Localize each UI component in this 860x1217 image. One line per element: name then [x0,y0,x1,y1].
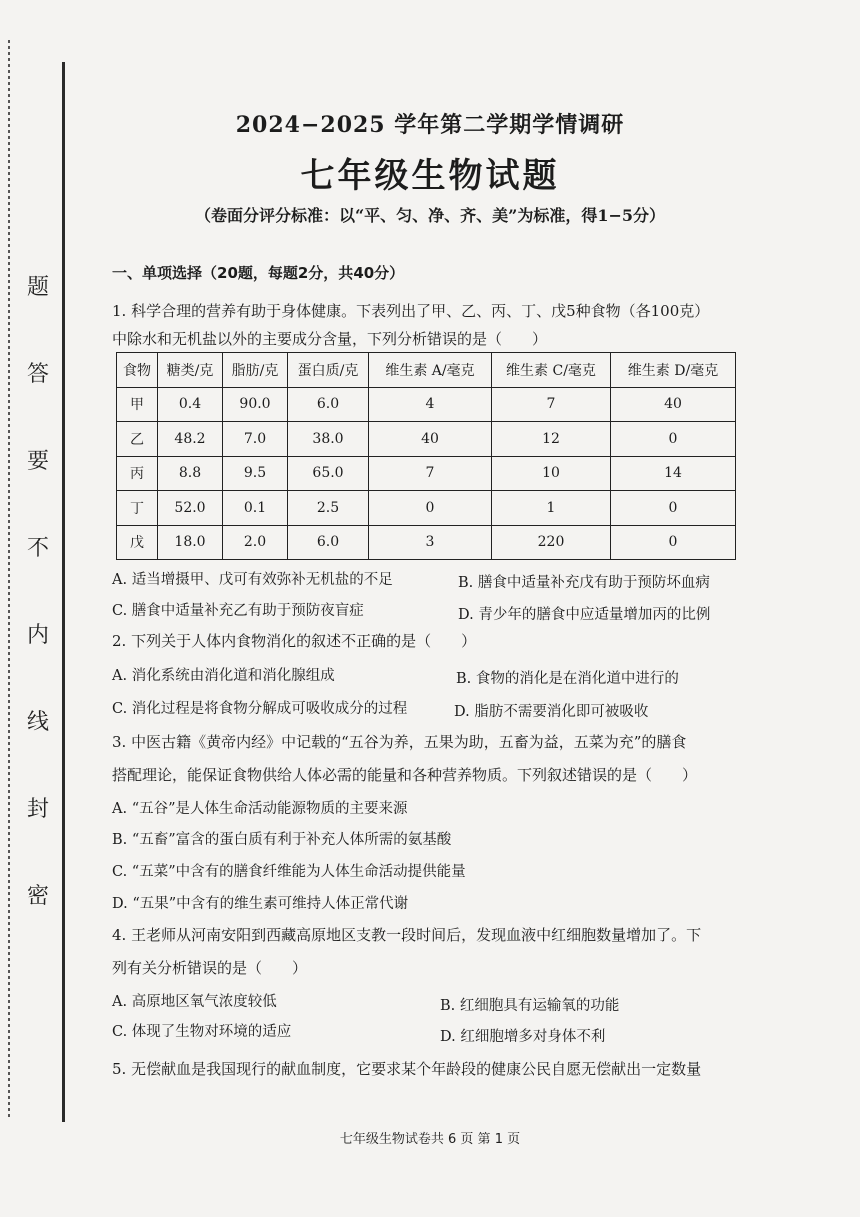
table-cell: 甲 [117,387,158,422]
q4-option-c: C. 体现了生物对环境的适应 [112,1024,292,1040]
table-row [117,456,736,491]
seal-char: 密 [26,884,49,909]
table-cell: 2.0 [223,525,288,560]
table-row [117,387,736,422]
table-header-cell: 糖类/克 [158,353,223,388]
table-header-cell: 蛋白质/克 [288,353,369,388]
q2-option-b: B. 食物的消化是在消化道中进行的 [456,671,679,687]
table-cell: 12 [492,422,611,457]
q1-stem-line2: 中除水和无机盐以外的主要成分含量，下列分析错误的是（ ） [112,330,548,348]
q3-option-c: C. “五菜”中含有的膳食纤维能为人体生命活动提供能量 [112,864,466,880]
table-row [117,491,736,526]
table-header-cell: 维生素 C/毫克 [492,353,611,388]
nutrition-table [116,352,736,560]
q4-stem-line2: 列有关分析错误的是（ ） [112,959,308,977]
table-cell: 38.0 [288,422,369,457]
table-cell: 1 [492,491,611,526]
table-header-cell: 食物 [117,353,158,388]
table-cell: 18.0 [158,525,223,560]
q2-option-a: A. 消化系统由消化道和消化腺组成 [112,668,335,684]
seal-char: 不 [26,536,49,561]
table-cell: 7 [492,387,611,422]
q2-option-d: D. 脂肪不需要消化即可被吸收 [454,704,649,720]
table-cell: 65.0 [288,456,369,491]
table-cell: 2.5 [288,491,369,526]
q2-option-c: C. 消化过程是将食物分解成可吸收成分的过程 [112,701,408,717]
seal-char: 线 [26,710,49,735]
exam-title: 七年级生物试题 [300,156,560,196]
table-cell: 0 [611,422,736,457]
q3-option-b: B. “五畜”富含的蛋白质有利于补充人体所需的氨基酸 [112,832,452,848]
q1-option-b: B. 膳食中适量补充戊有助于预防坏血病 [458,575,710,591]
seal-char: 封 [26,797,49,822]
seal-char: 答 [26,362,49,387]
table-cell: 0.4 [158,387,223,422]
table-cell: 6.0 [288,387,369,422]
q3-option-d: D. “五果”中含有的维生素可维持人体正常代谢 [112,896,409,912]
q4-option-b: B. 红细胞具有运输氧的功能 [440,998,620,1014]
q1-stem-line1: 1. 科学合理的营养有助于身体健康。下表列出了甲、乙、丙、丁、戊5种食物（各100克） [112,302,710,320]
q4-option-a: A. 高原地区氧气浓度较低 [112,994,277,1010]
table-cell: 9.5 [223,456,288,491]
seal-char: 要 [26,449,49,474]
q5-stem-line1: 5. 无偿献血是我国现行的献血制度，它要求某个年龄段的健康公民自愿无偿献出一定数量 [112,1060,702,1078]
table-cell: 10 [492,456,611,491]
table-cell: 乙 [117,422,158,457]
table-cell: 40 [369,422,492,457]
q2-stem: 2. 下列关于人体内食物消化的叙述不正确的是（ ） [112,632,477,650]
table-row [117,422,736,457]
table-cell: 14 [611,456,736,491]
seal-dotted-line [8,40,10,1120]
table-cell: 220 [492,525,611,560]
q4-option-d: D. 红细胞增多对身体不利 [440,1029,606,1045]
table-cell: 戊 [117,525,158,560]
seal-column [20,270,56,910]
exam-session-title: 2024−2025 学年第二学期学情调研 [235,112,625,138]
table-cell: 7.0 [223,422,288,457]
table-cell: 7 [369,456,492,491]
q3-stem-line1: 3. 中医古籍《黄帝内经》中记载的“五谷为养，五果为助，五畜为益，五菜为充”的膳食 [112,733,687,751]
table-cell: 52.0 [158,491,223,526]
table-cell: 90.0 [223,387,288,422]
table-cell: 0.1 [223,491,288,526]
seal-char: 内 [26,623,49,648]
section-heading: 一、单项选择（20题，每题2分，共40分） [112,264,405,282]
table-cell: 40 [611,387,736,422]
page-footer: 七年级生物试卷共 6 页 第 1 页 [339,1132,521,1147]
table-cell: 0 [369,491,492,526]
seal-char: 题 [26,275,49,300]
scoring-note: （卷面分评分标准：以“平、匀、净、齐、美”为标准，得1−5分） [194,206,666,225]
table-row [117,525,736,560]
table-cell: 48.2 [158,422,223,457]
table-header-row [117,353,736,388]
q3-option-a: A. “五谷”是人体生命活动能源物质的主要来源 [112,801,408,817]
table-cell: 3 [369,525,492,560]
table-cell: 8.8 [158,456,223,491]
q3-stem-line2: 搭配理论，能保证食物供给人体必需的能量和各种营养物质。下列叙述错误的是（ ） [112,766,698,784]
table-cell: 6.0 [288,525,369,560]
table-cell: 丙 [117,456,158,491]
table-cell: 0 [611,525,736,560]
q1-option-a: A. 适当增摄甲、戊可有效弥补无机盐的不足 [112,572,393,588]
q1-option-d: D. 青少年的膳食中应适量增加丙的比例 [458,607,711,623]
table-header-cell: 脂肪/克 [223,353,288,388]
q4-stem-line1: 4. 王老师从河南安阳到西藏高原地区支教一段时间后，发现血液中红细胞数量增加了。下 [112,926,702,944]
table-cell: 丁 [117,491,158,526]
table-cell: 0 [611,491,736,526]
table-header-cell: 维生素 A/毫克 [369,353,492,388]
q1-option-c: C. 膳食中适量补充乙有助于预防夜盲症 [112,603,364,619]
table-header-cell: 维生素 D/毫克 [611,353,736,388]
table-cell: 4 [369,387,492,422]
